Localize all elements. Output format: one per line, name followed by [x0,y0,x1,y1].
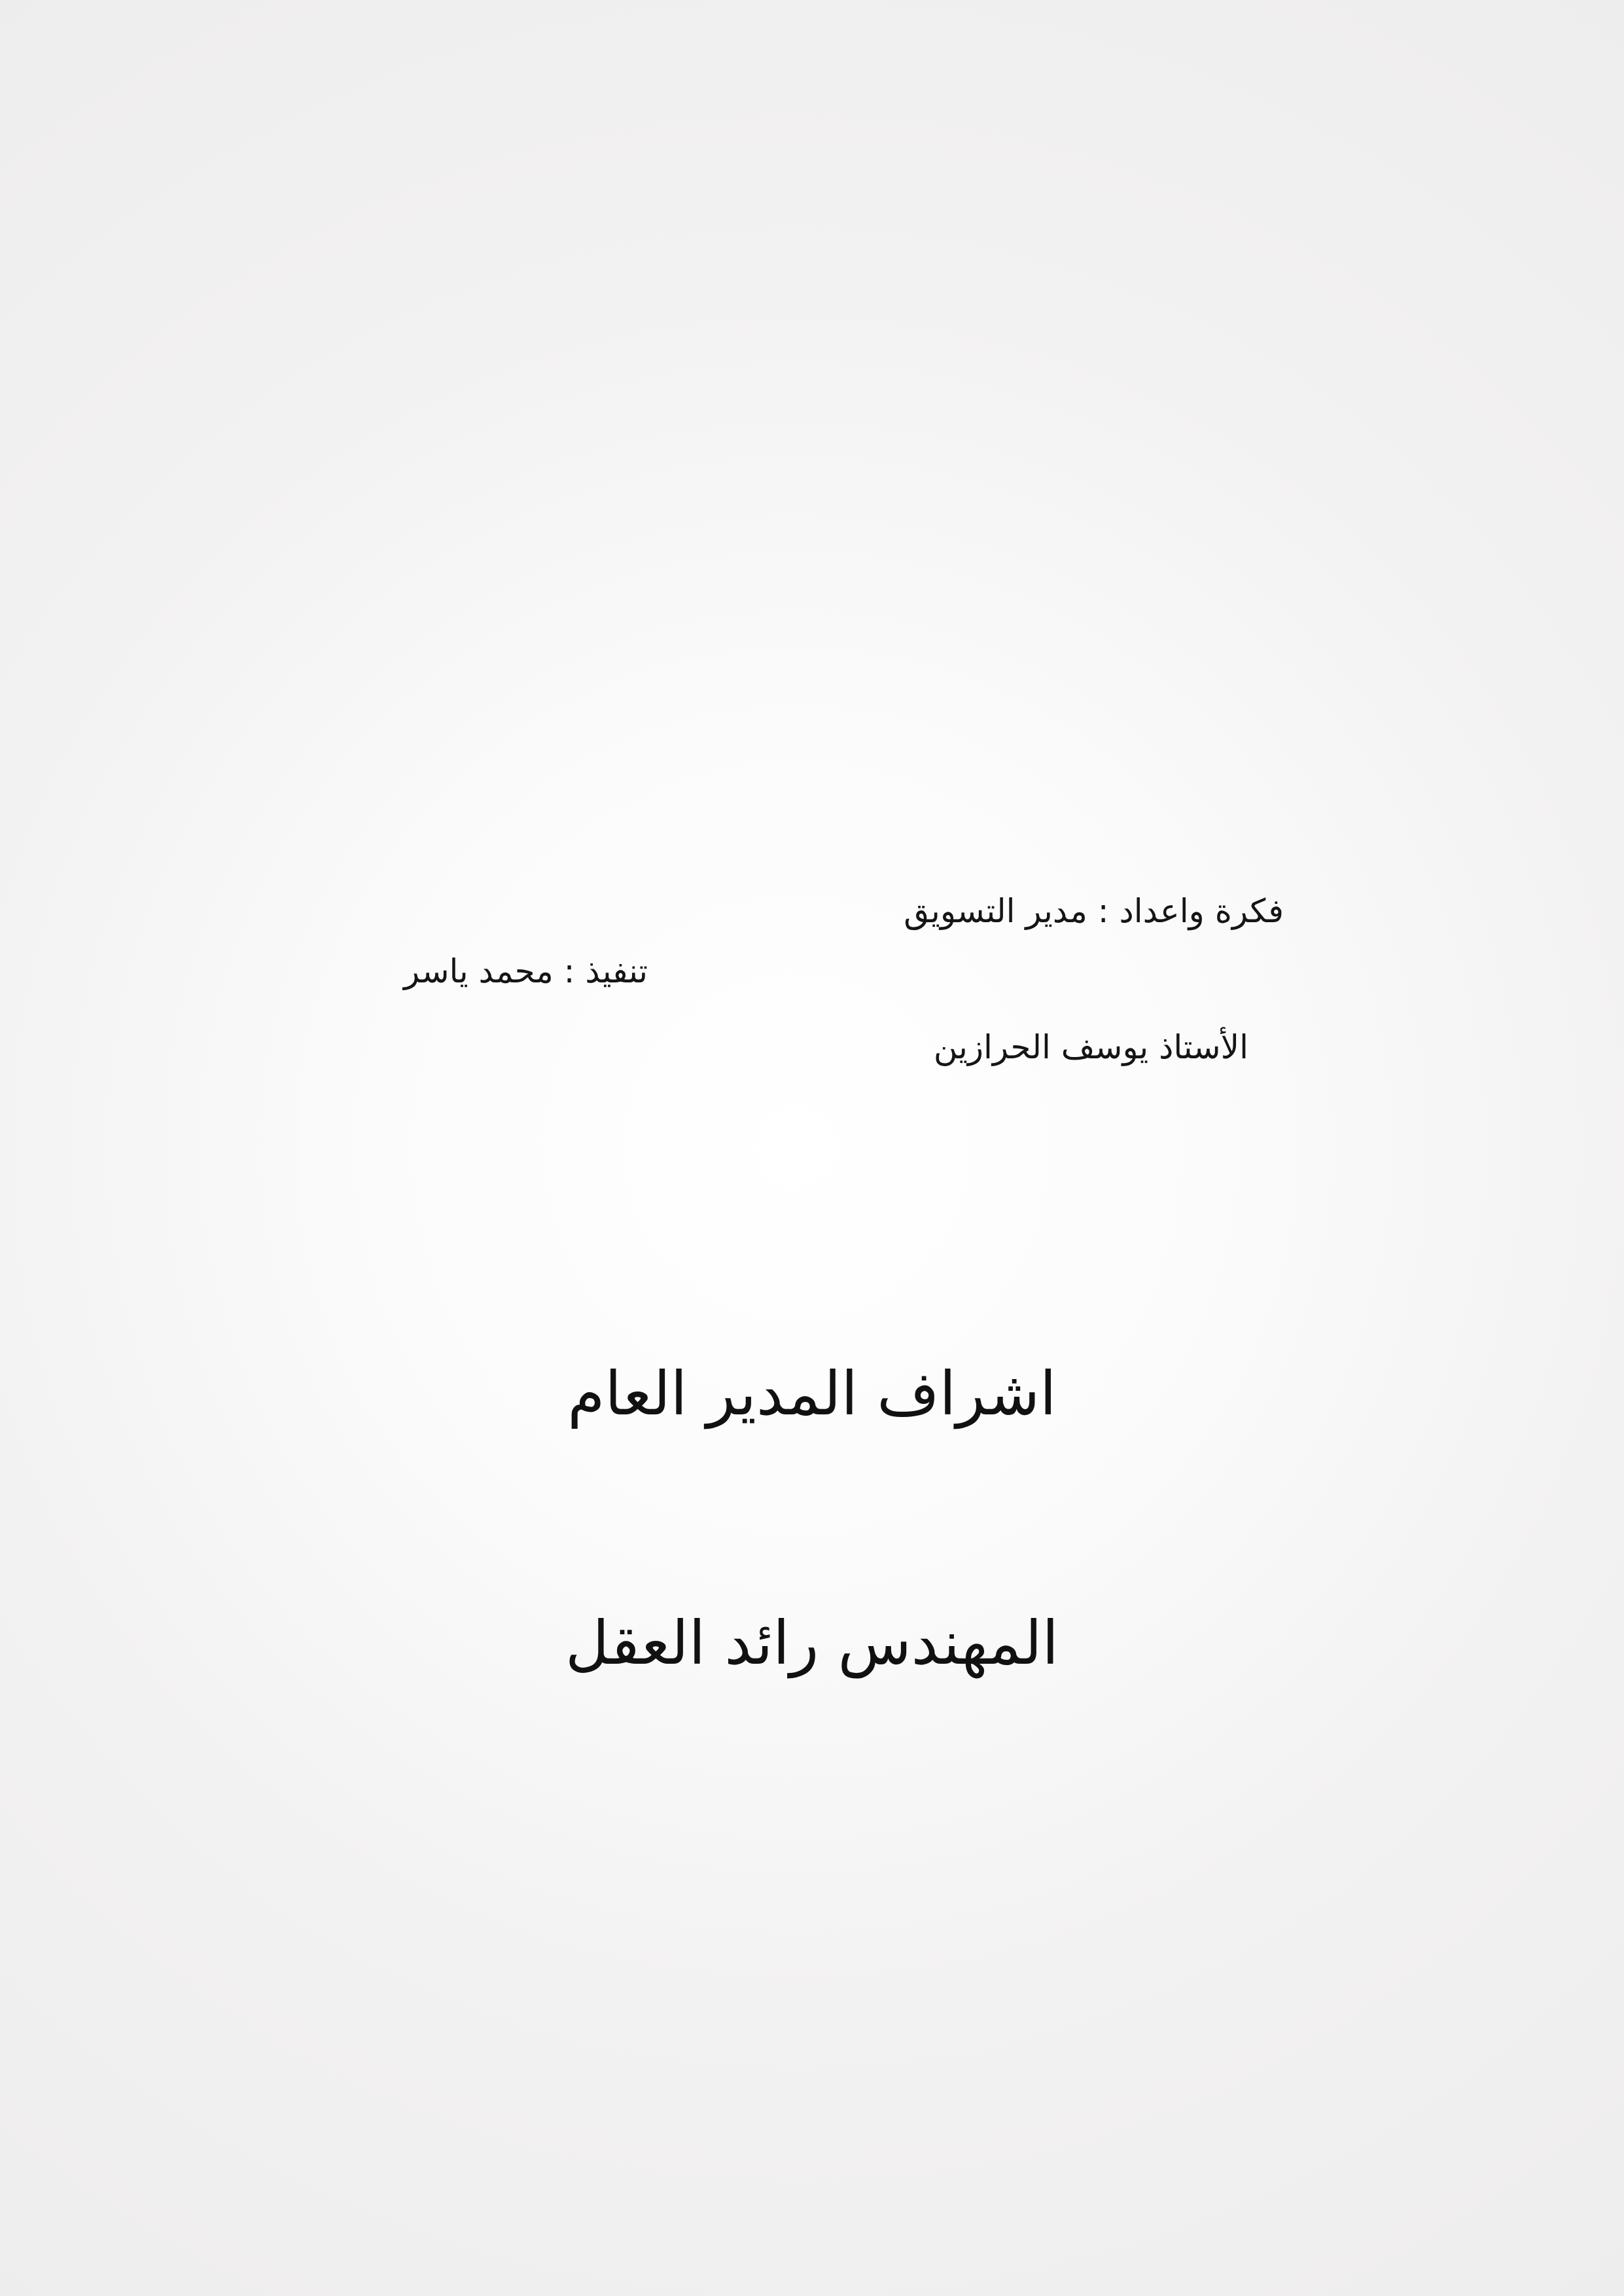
supervision-title: اشراف المدير العام [567,1359,1057,1429]
execution-credit: تنفيذ : محمد ياسر [404,952,648,990]
general-manager-name: المهندس رائد العقل [565,1608,1059,1678]
marketing-manager-name: الأستاذ يوسف الحرازين [933,1028,1248,1066]
idea-preparation-credit: فكرة واعداد : مدير التسويق [904,892,1284,930]
